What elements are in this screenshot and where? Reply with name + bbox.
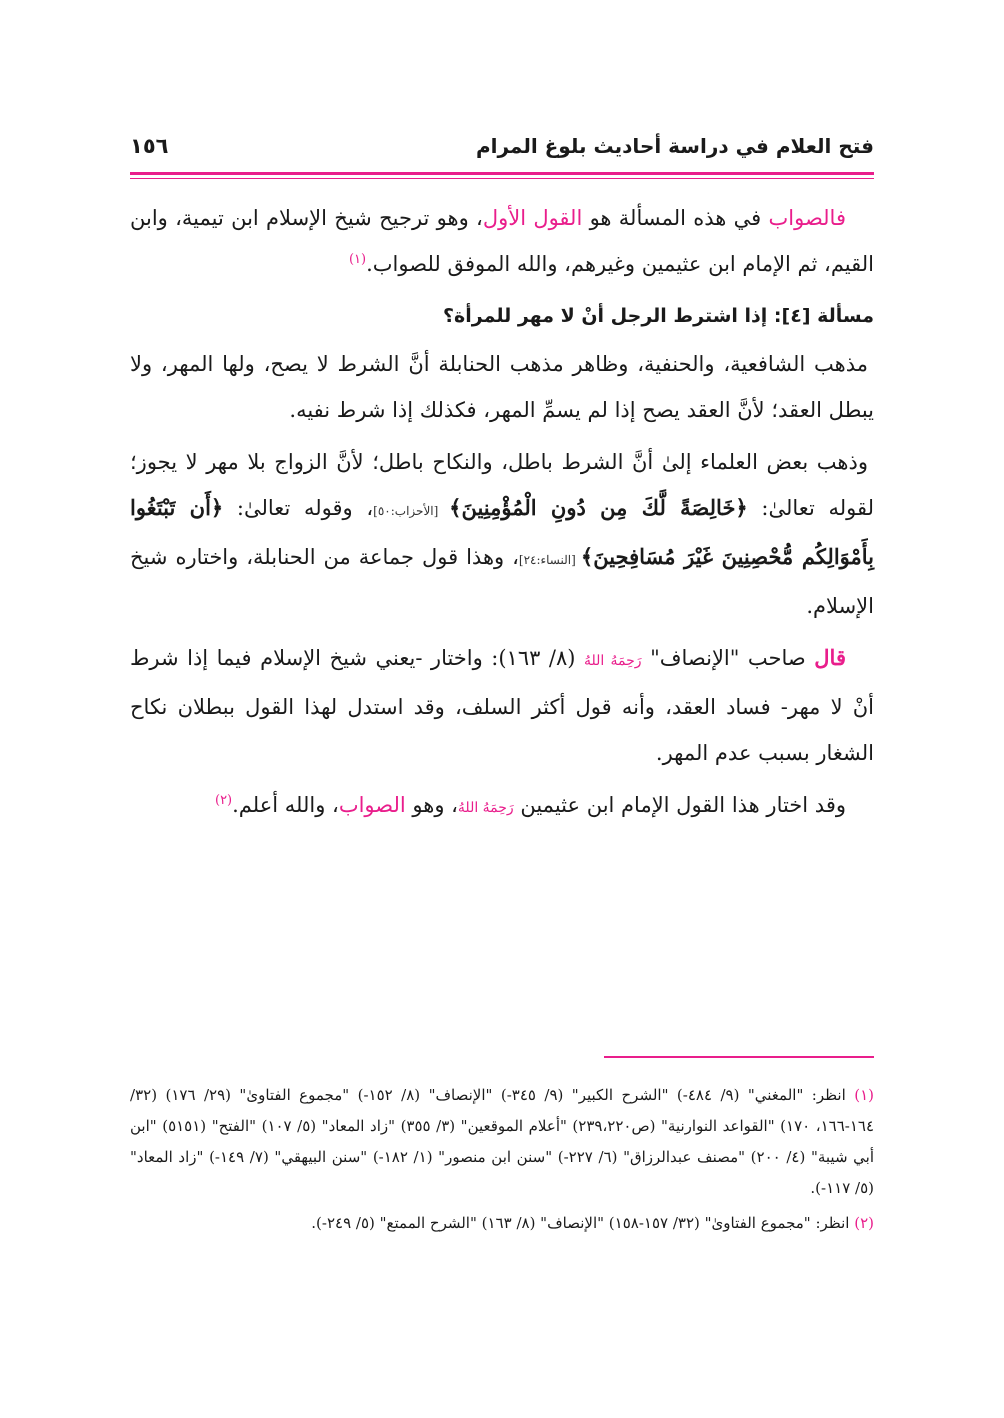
- footnote-2: [130, 1208, 874, 1239]
- text-segment: صاحب "الإنصاف": [641, 646, 815, 670]
- honorific: رَحِمَهُ اللهُ: [457, 800, 514, 816]
- text-segment: ، وقوله تعالىٰ:: [223, 496, 374, 520]
- paragraph-conclusion: [130, 195, 874, 287]
- paragraph-insaf-quote: [130, 635, 874, 776]
- footnote-text: انظر: "المغني" (٩/ ٤٨٤-) "الشرح الكبير" (٩/ ٣٤٥-) "الإنصاف" (٨/ ١٥٢-) "مجموع الفتاوىٰ" (٢٩/ ١٧٦) (٣٢/ ١٦٤-١٦٦، ١٧٠) "القواعد النوارنية" (ص٢٣٩،٢٢٠) "أعلام الموقعين" (٣/ ٣٥٥) "زاد المعاد" (٥/ ١٠٧) "الفتح" (٥١٥١) "ابن أبي شيبة" (٤/ ٢٠٠) "مصنف عبدالرزاق" (٦/ ٢٢٧-) "سنن ابن منصور" (١/ ١٨٢-) "سنن البيهقي" (٧/ ١٤٩-) "زاد المعاد" (٥/ ١١٧-).: [130, 1086, 875, 1197]
- footnotes: [130, 1080, 874, 1243]
- paragraph-invalid-view: [130, 439, 874, 629]
- page-header: [130, 128, 874, 168]
- highlight-qaal: قال: [814, 645, 846, 670]
- text-segment: ، والله أعلم.: [232, 793, 339, 817]
- footnote-number: (٢): [854, 1214, 874, 1232]
- honorific: رَحِمَهُ اللهُ: [583, 653, 642, 669]
- main-text: [130, 195, 874, 837]
- quran-verse: ﴿خَالِصَةً لَّكَ مِن دُونِ الْمُؤْمِنِينَ﴾: [449, 495, 748, 520]
- footnote-number: (١): [854, 1086, 874, 1104]
- highlight-sawab: فالصواب: [768, 206, 846, 230]
- text-segment: ، وهو ترجيح شيخ الإسلام ابن تيمية، وابن القيم، ثم الإمام ابن عثيمين وغيرهم، والله الموفق للصواب.: [130, 206, 874, 276]
- verse-reference: [الأحزاب:٥٠]: [373, 504, 450, 518]
- book-title: فتح العلام في دراسة أحاديث بلوغ المرام: [475, 134, 874, 158]
- footnote-marker-1[interactable]: (١): [348, 252, 367, 267]
- header-rule-thin: [130, 178, 874, 179]
- text-segment: في هذه المسألة هو: [582, 206, 769, 230]
- text-segment: وقد اختار هذا القول الإمام ابن عثيمين: [513, 793, 846, 817]
- page-number: ١٥٦: [130, 134, 169, 158]
- highlight-first-opinion: القول الأول: [482, 206, 583, 230]
- footnote-text: انظر: "مجموع الفتاوىٰ" (٣٢/ ١٥٧-١٥٨) "الإنصاف" (٨/ ١٦٣) "الشرح الممتع" (٥/ ٢٤٩-).: [311, 1214, 855, 1232]
- header-rule-thick: [130, 172, 874, 175]
- text-segment: ، وهو: [405, 793, 458, 817]
- footnote-marker-2[interactable]: (٢): [214, 793, 233, 808]
- text-segment: ، وهذا قول جماعة من الحنابلة، واختاره شيخ الإسلام.: [130, 545, 874, 618]
- section-heading: مسألة [٤]: إذا اشترط الرجل أنْ لا مهر للمرأة؟: [443, 305, 874, 327]
- verse-reference: [النساء:٢٤]: [518, 553, 581, 567]
- quran-verse: ﴿أَن تَبْتَغُوا بِأَمْوَالِكُم مُّحْصِنِينَ غَيْرَ مُسَافِحِينَ﴾: [130, 495, 874, 569]
- paragraph-shafii-view: [130, 341, 874, 433]
- highlight-sawab: الصواب: [338, 793, 406, 817]
- footnote-1: [130, 1080, 874, 1204]
- text-segment: وذهب بعض العلماء إلىٰ أنَّ الشرط باطل، والنكاح باطل؛ لأنَّ الزواج بلا مهر لا يجوز؛ لقوله تعالىٰ:: [130, 450, 875, 520]
- text-segment: (٨/ ١٦٣): واختار -يعني شيخ الإسلام فيما إذا شرط أنْ لا مهر- فساد العقد، وأنه قول أكثر السلف، وقد استدل لهذا القول ببطلان نكاح الشغار بسبب عدم المهر.: [130, 646, 874, 765]
- footnote-separator: [604, 1056, 874, 1058]
- paragraph-final-choice: [130, 782, 874, 831]
- text-segment: مذهب الشافعية، والحنفية، وظاهر مذهب الحنابلة أنَّ الشرط لا يصح، ولها المهر، ولا يبطل العقد؛ لأنَّ العقد يصح إذا لم يسمِّ المهر، فكذلك إذا شرط نفيه.: [130, 352, 874, 422]
